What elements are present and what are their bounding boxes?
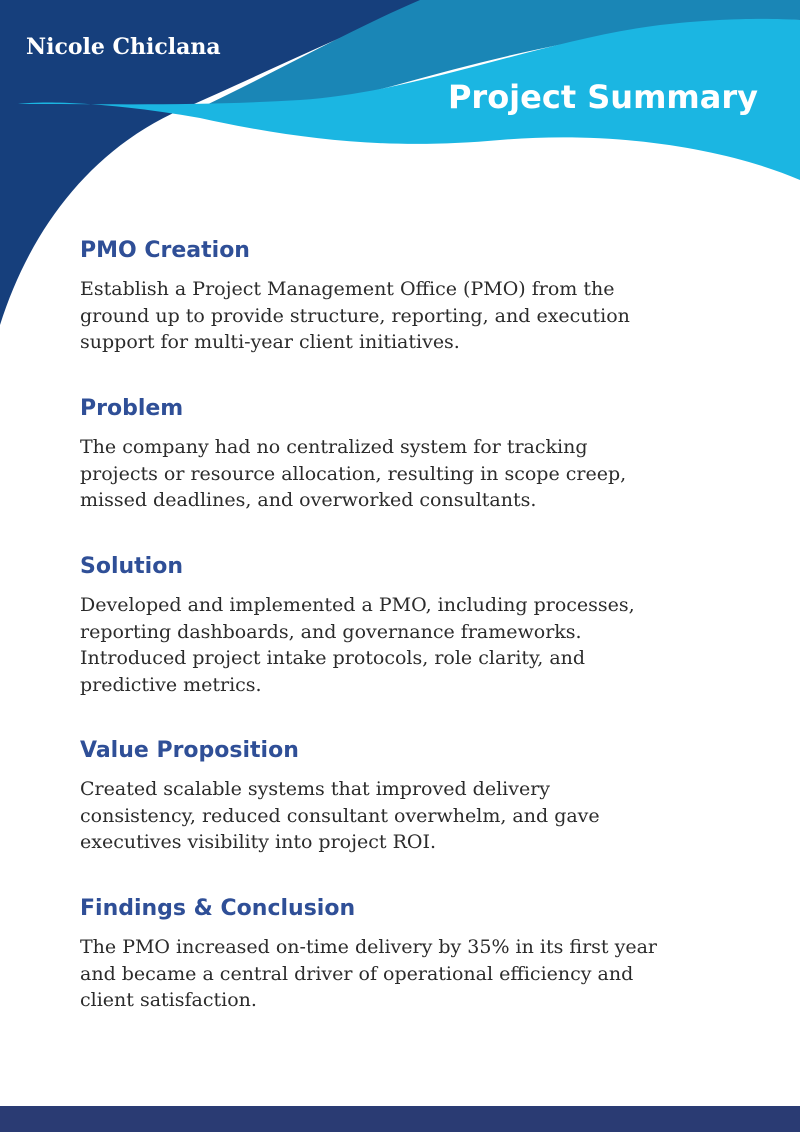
summary-content — [80, 236, 660, 1014]
footer-bar — [0, 1106, 800, 1132]
section-solution — [80, 552, 660, 736]
section-body: Developed and implemented a PMO, including processes, reporting dashboards, and governance frameworks. Introduced project intake protocols, role clarity, and predictive metrics. — [80, 594, 635, 696]
section-value-proposition — [80, 736, 660, 894]
section-body: Created scalable systems that improved delivery consistency, reduced consultant overwhelm, and gave executives visibility into project ROI. — [80, 778, 600, 853]
section-heading: Value Proposition — [80, 738, 299, 763]
section-findings-conclusion — [80, 894, 660, 1014]
section-heading: Findings & Conclusion — [80, 896, 356, 921]
section-body: The company had no centralized system for tracking projects or resource allocation, resulting in scope creep, missed deadlines, and overworked consultants. — [80, 436, 627, 511]
section-pmo-creation — [80, 236, 660, 394]
section-body: The PMO increased on-time delivery by 35% in its first year and became a central driver of operational efficiency and client satisfaction. — [80, 936, 657, 1011]
section-heading: Problem — [80, 396, 184, 421]
section-heading: Solution — [80, 554, 183, 579]
page-title: Project Summary — [447, 78, 758, 116]
author-name: Nicole Chiclana — [26, 34, 221, 60]
section-problem — [80, 394, 660, 552]
section-body: Establish a Project Management Office (PMO) from the ground up to provide structure, reporting, and execution support for multi-year client initiatives. — [80, 278, 630, 353]
section-heading: PMO Creation — [80, 238, 250, 263]
